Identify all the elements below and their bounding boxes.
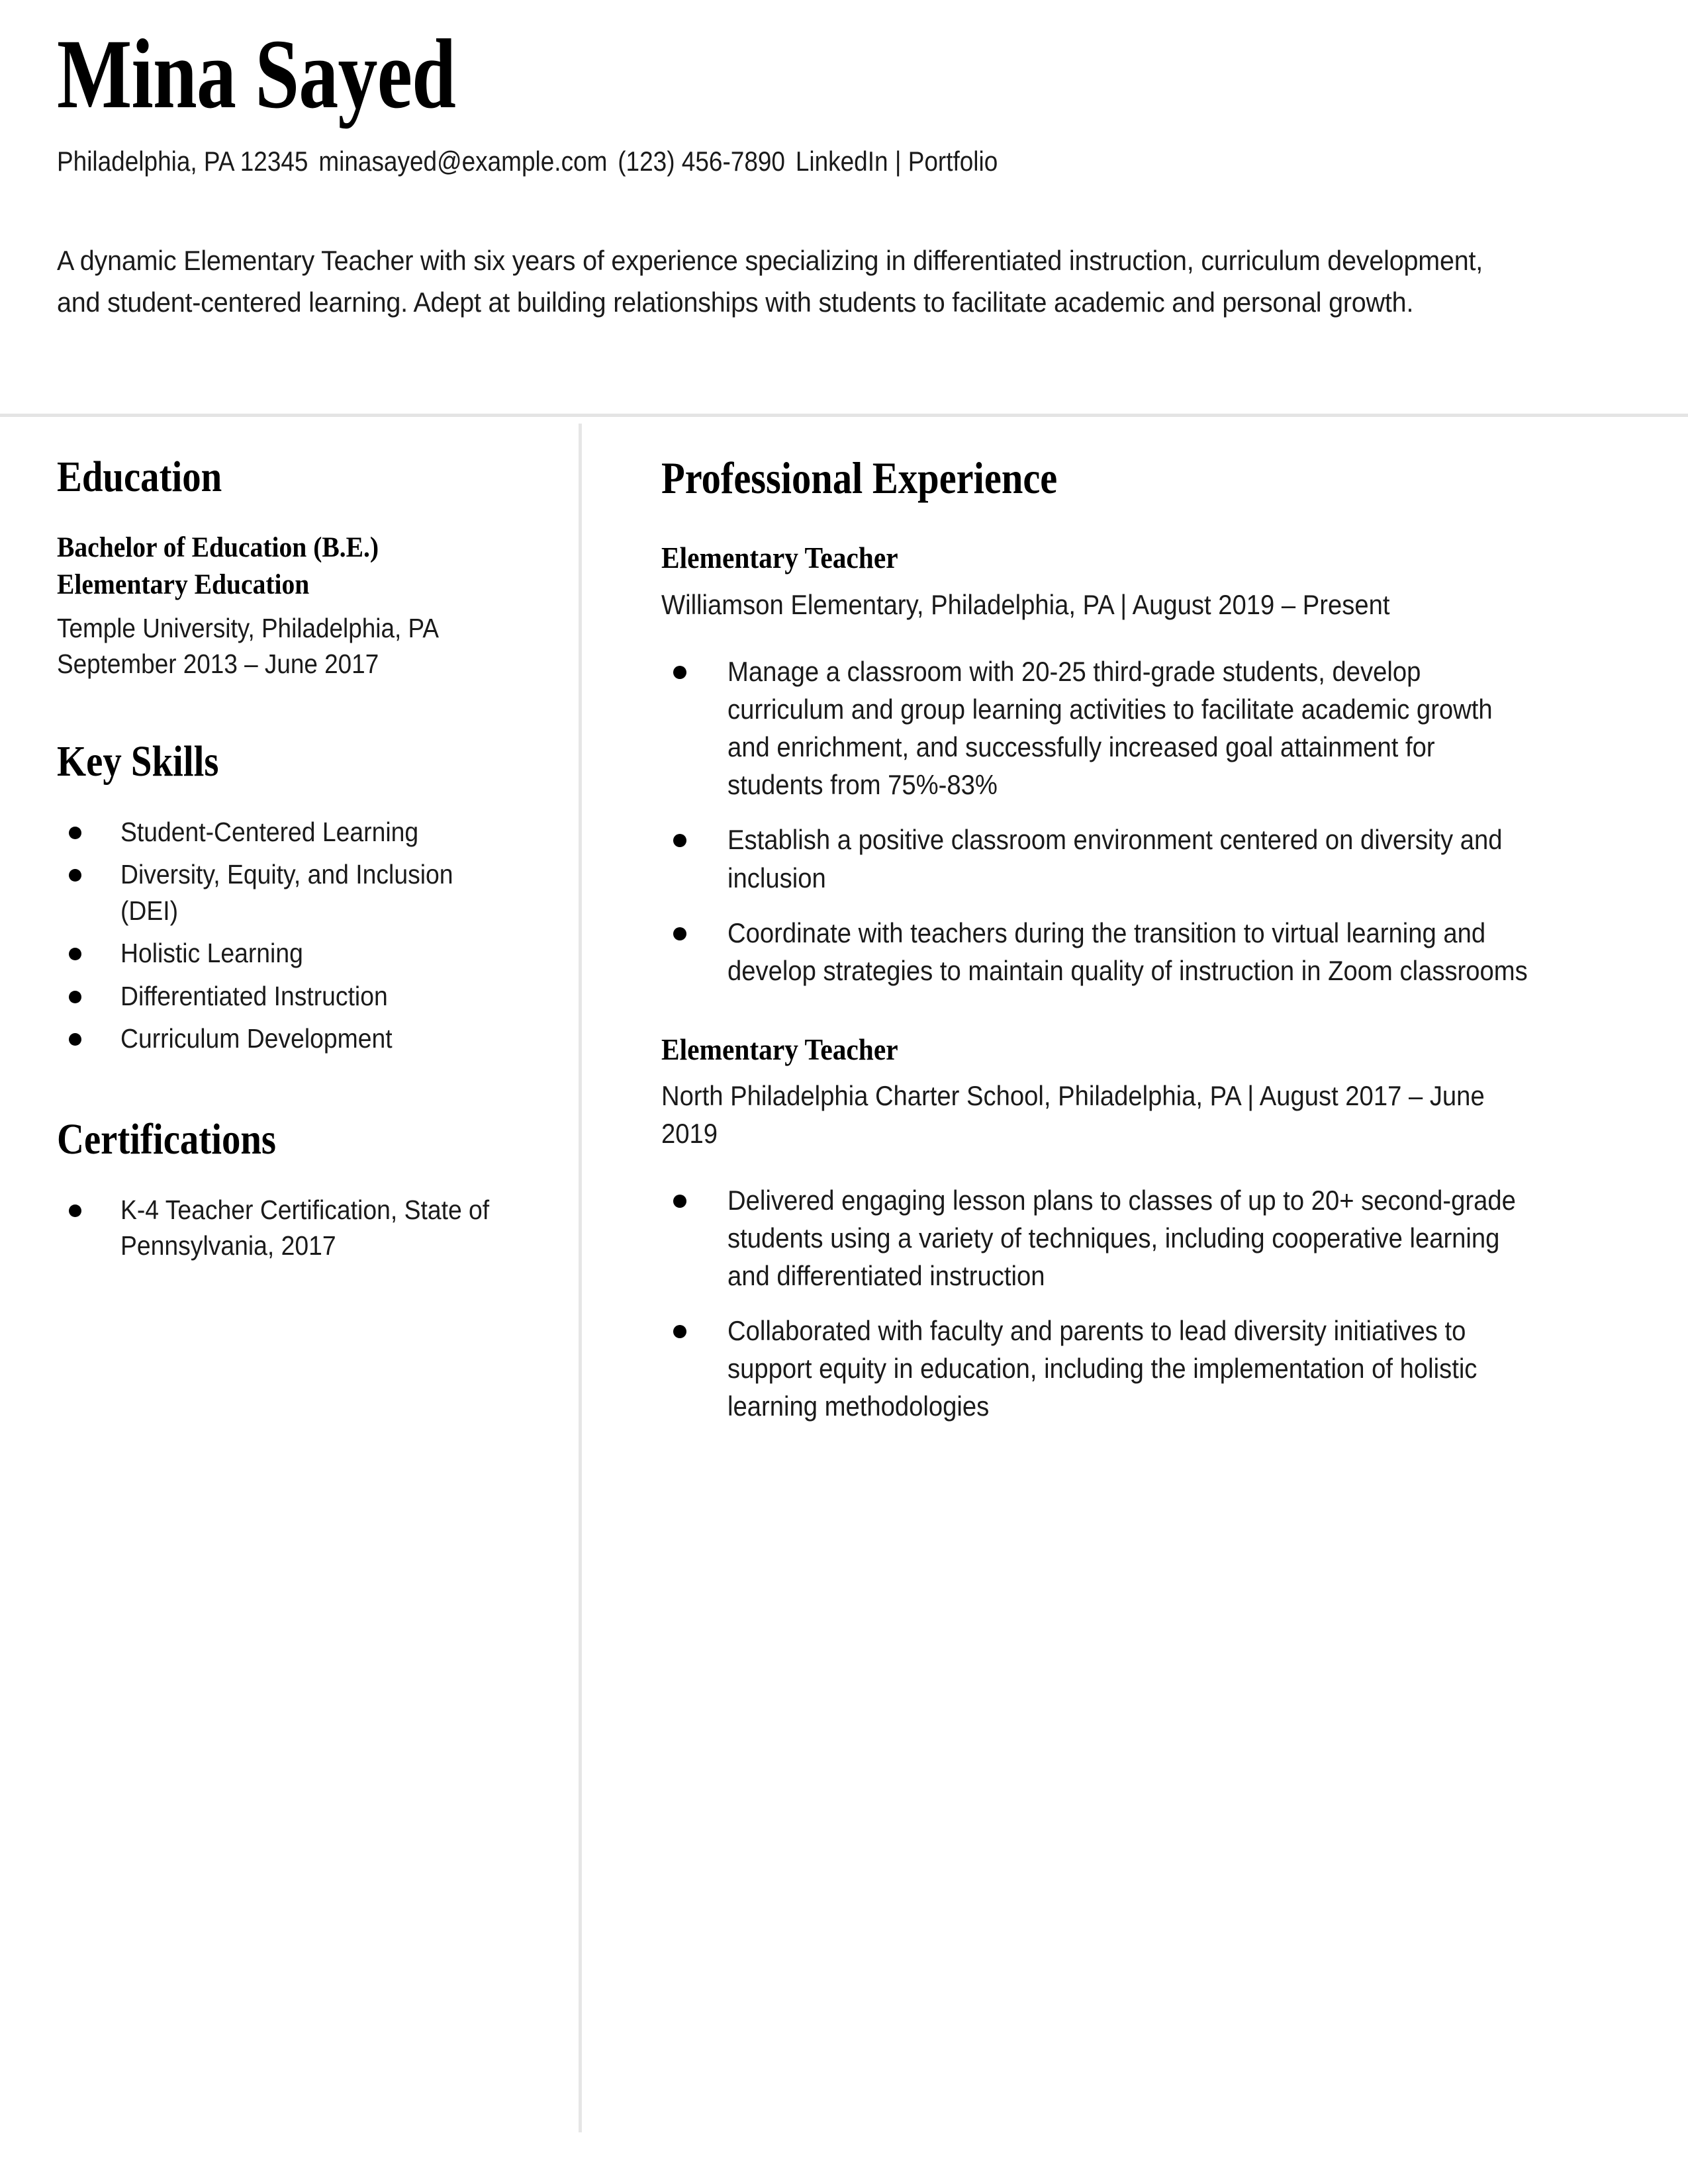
section-heading-education: Education [57, 453, 222, 501]
list-item [661, 1181, 1609, 1295]
list-item [57, 935, 539, 972]
bullet-icon [69, 1033, 81, 1046]
resume-header [0, 0, 1688, 323]
contact-links[interactable]: LinkedIn | Portfolio [795, 145, 998, 177]
bullet-icon [673, 1195, 686, 1208]
job-bullet-text: Coordinate with teachers during the transition to virtual learning and develop strategies to maintain quality of instruction in Zoom classrooms [727, 917, 1528, 986]
contact-location: Philadelphia, PA 12345 [57, 145, 308, 177]
certifications-list [57, 1192, 539, 1264]
list-item [57, 1192, 539, 1264]
professional-summary: A dynamic Elementary Teacher with six years of experience specializing in differentiated instruction, curriculum development, and student-centered learning. Adept at building relationships with students to facilitate academic and personal growth. [57, 245, 1483, 318]
job-meta: North Philadelphia Charter School, Philadelphia, PA | August 2017 – June 2019 [661, 1080, 1485, 1149]
key-skill-label: Holistic Learning [120, 938, 303, 969]
list-item [57, 814, 539, 850]
resume-body [0, 424, 1688, 1443]
job-meta: Williamson Elementary, Philadelphia, PA | August 2019 – Present [661, 588, 1390, 620]
bullet-icon [69, 869, 81, 882]
list-item [57, 1021, 539, 1057]
job-bullet-text: Manage a classroom with 20-25 third-grade students, develop curriculum and group learning activities to facilitate academic growth and enrichment, and successfully increased goal attainment for students from 75%-83% [727, 656, 1493, 801]
section-heading-certifications: Certifications [57, 1115, 277, 1163]
job-bullets [661, 653, 1609, 989]
key-skill-label: Differentiated Instruction [120, 980, 388, 1011]
list-item [57, 978, 539, 1015]
list-item [57, 856, 539, 929]
job-title: Elementary Teacher [661, 1032, 898, 1066]
contact-email[interactable]: minasayed@example.com [318, 145, 608, 177]
bullet-icon [69, 827, 81, 839]
section-heading-key-skills: Key Skills [57, 737, 219, 786]
contact-phone[interactable]: (123) 456-7890 [618, 145, 785, 177]
education-dates: September 2013 – June 2017 [57, 648, 379, 679]
header-divider [0, 414, 1688, 417]
experience-entry [661, 1030, 1609, 1426]
job-bullet-text: Delivered engaging lesson plans to classes of up to 20+ second-grade students using a variety of techniques, including cooperative learning and differentiated instruction [727, 1184, 1516, 1292]
left-column [0, 424, 579, 1271]
certification-label: K-4 Teacher Certification, State of Pennsylvania, 2017 [120, 1194, 490, 1261]
contact-line [57, 144, 1442, 179]
list-item [661, 1312, 1609, 1425]
education-meta [57, 610, 491, 682]
key-skill-label: Curriculum Development [120, 1023, 393, 1054]
right-column [579, 424, 1688, 1443]
job-bullets [661, 1181, 1609, 1426]
job-bullet-text: Collaborated with faculty and parents to lead diversity initiatives to support equity in education, including the implementation of holistic learning methodologies [727, 1315, 1477, 1422]
section-heading-professional-experience: Professional Experience [661, 453, 1058, 503]
experience-entry [661, 539, 1609, 989]
section-certifications [57, 1114, 539, 1264]
job-title: Elementary Teacher [661, 541, 898, 575]
candidate-name: Mina Sayed [57, 19, 456, 129]
key-skills-list [57, 814, 539, 1057]
list-item [661, 914, 1609, 989]
job-bullet-text: Establish a positive classroom environment centered on diversity and inclusion [727, 824, 1503, 893]
bullet-icon [69, 991, 81, 1003]
bullet-icon [69, 948, 81, 960]
bullet-icon [69, 1205, 81, 1217]
bullet-icon [673, 927, 686, 940]
bullet-icon [673, 666, 686, 679]
bullet-icon [673, 834, 686, 847]
education-institution: Temple University, Philadelphia, PA [57, 612, 439, 643]
list-item [661, 653, 1609, 803]
education-degree: Bachelor of Education (B.E.) Elementary Education [57, 531, 379, 600]
key-skill-label: Student-Centered Learning [120, 816, 419, 847]
education-entry [57, 529, 539, 682]
list-item [661, 821, 1609, 896]
section-key-skills [57, 736, 539, 1057]
bullet-icon [673, 1325, 686, 1338]
section-education [57, 451, 539, 682]
section-professional-experience [661, 451, 1609, 1426]
key-skill-label: Diversity, Equity, and Inclusion (DEI) [120, 859, 453, 926]
